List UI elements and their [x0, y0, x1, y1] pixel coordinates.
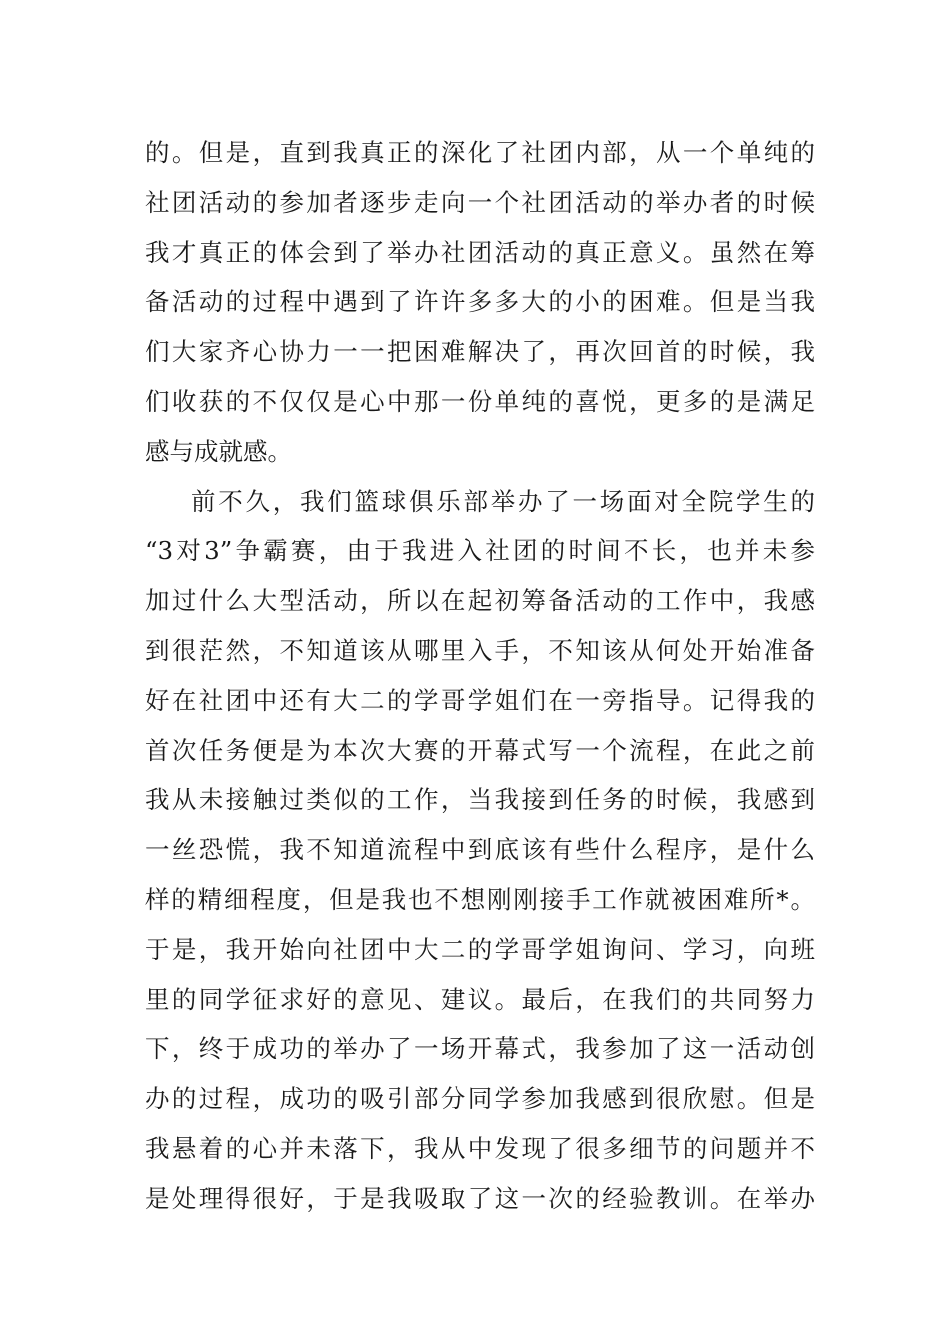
text-line: 社团活动的参加者逐步走向一个社团活动的举办者的时候: [145, 187, 815, 217]
text-line: 下，终于成功的举办了一场开幕式，我参加了这一活动创: [145, 1034, 815, 1064]
text-line: 是处理得很好，于是我吸取了这一次的经验教训。在举办: [145, 1183, 815, 1213]
text-line: 感与成就感。: [145, 436, 292, 466]
text-line: 的。但是，直到我真正的深化了社团内部，从一个单纯的: [145, 138, 815, 167]
text-line: “3对3”争霸赛，由于我进入社团的时间不长，也并未参: [145, 536, 815, 566]
text-line: 加过什么大型活动，所以在起初筹备活动的工作中，我感: [145, 586, 815, 616]
text-line: 我悬着的心并未落下，我从中发现了很多细节的问题并不: [145, 1133, 815, 1163]
text-line: 我才真正的体会到了举办社团活动的真正意义。虽然在筹: [145, 237, 815, 267]
text-line: 前不久，我们篮球俱乐部举办了一场面对全院学生的: [191, 486, 815, 516]
text-line: 我从未接触过类似的工作，当我接到任务的时候，我感到: [145, 785, 815, 815]
text-line: 里的同学征求好的意见、建议。最后，在我们的共同努力: [145, 984, 815, 1014]
text-line: 首次任务便是为本次大赛的开幕式写一个流程，在此之前: [145, 735, 815, 765]
paragraph-2: [145, 477, 815, 1224]
text-line: 到很茫然，不知道该从哪里入手，不知该从何处开始准备: [145, 635, 815, 665]
text-line: 于是，我开始向社团中大二的学哥学姐询问、学习，向班: [145, 934, 815, 964]
text-line: 样的精细程度，但是我也不想刚刚接手工作就被困难所*。: [145, 884, 815, 914]
text-line: 办的过程，成功的吸引部分同学参加我感到很欣慰。但是: [145, 1084, 815, 1114]
text-line: 们大家齐心协力一一把困难解决了，再次回首的时候，我: [145, 337, 815, 367]
text-line: 备活动的过程中遇到了许许多多大的小的困难。但是当我: [145, 287, 815, 317]
body-text: [145, 128, 815, 1224]
paragraph-1: [145, 128, 815, 477]
text-line: 好在社团中还有大二的学哥学姐们在一旁指导。记得我的: [145, 685, 815, 715]
text-line: 一丝恐慌，我不知道流程中到底该有些什么程序，是什么: [145, 835, 815, 865]
text-line: 们收获的不仅仅是心中那一份单纯的喜悦，更多的是满足: [145, 386, 815, 416]
